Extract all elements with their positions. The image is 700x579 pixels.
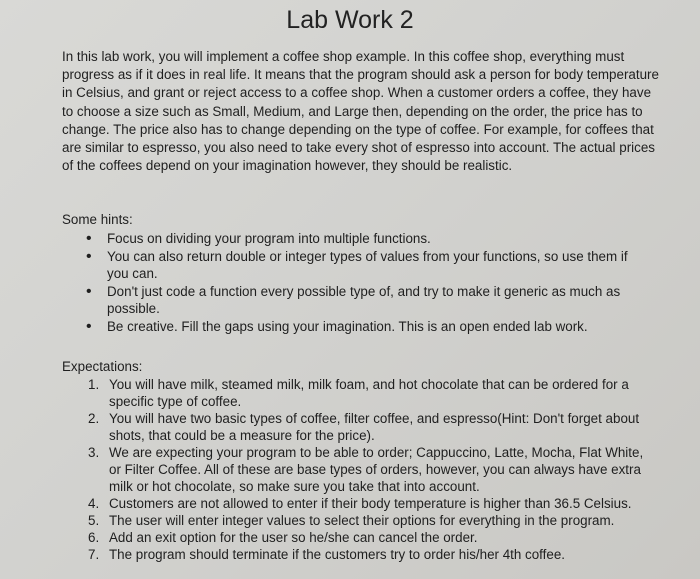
item-number: 3. — [88, 445, 100, 460]
hints-list — [62, 230, 652, 335]
item-number: 6. — [88, 530, 100, 545]
item-text: Add an exit option for the user so he/she can cancel the order. — [109, 530, 478, 545]
item-text: You will have two basic types of coffee, filter coffee, and espresso(Hint: Don't forget about shots, that could be a measure for the price). — [109, 411, 640, 443]
item-text: We are expecting your program to be able to order; Cappuccino, Latte, Mocha, Flat White, or Filter Coffee. All of these are base types of orders, however, you can always have extra milk or hot chocolate, so make sure you take that into account. — [109, 445, 644, 494]
item-text: You will have milk, steamed milk, milk foam, and hot chocolate that can be ordered for a specific type of coffee. — [109, 377, 629, 409]
expectations-heading: Expectations: — [62, 359, 143, 374]
expectations-list — [62, 376, 652, 563]
hints-heading: Some hints: — [62, 212, 133, 227]
expectation-item — [62, 444, 652, 495]
page-title: Lab Work 2 — [286, 6, 414, 34]
item-number: 7. — [88, 547, 100, 562]
item-number: 4. — [88, 496, 100, 511]
expectation-item — [62, 546, 652, 563]
hint-item: • Be creative. Fill the gaps using your imagination. This is an open ended lab work. — [62, 318, 652, 336]
expectation-item — [62, 529, 652, 546]
hint-item: • Focus on dividing your program into multiple functions. — [62, 230, 652, 248]
item-number: 5. — [88, 513, 100, 528]
item-text: Customers are not allowed to enter if their body temperature is higher than 36.5 Celsius. — [109, 496, 632, 511]
expectation-item — [62, 512, 652, 529]
item-text: The program should terminate if the customers try to order his/her 4th coffee. — [109, 547, 565, 562]
item-number: 2. — [88, 411, 100, 426]
hint-item: • You can also return double or integer types of values from your functions, so use them if you can. — [62, 248, 652, 283]
item-number: 1. — [88, 377, 100, 392]
expectation-item — [62, 410, 652, 444]
hint-item: • Don't just code a function every possible type of, and try to make it generic as much as possible. — [62, 283, 652, 318]
expectation-item — [62, 495, 652, 512]
expectation-item — [62, 376, 652, 410]
item-text: The user will enter integer values to select their options for everything in the program. — [109, 513, 615, 528]
intro-paragraph: In this lab work, you will implement a coffee shop example. In this coffee shop, everything must progress as if it does in real life. It means that the program should ask a person for body temperature in Celsius, and grant or reject access to a coffee shop. When a customer orders a coffee, they have to choose a size such as Small, Medium, and Large then, depending on the order, the price has to change. The price also has to change depending on the type of coffee. For example, for coffees that are similar to espresso, you also need to take every shot of espresso into account. The actual prices of the coffees depend on your imagination however, they should be realistic. — [62, 49, 659, 174]
